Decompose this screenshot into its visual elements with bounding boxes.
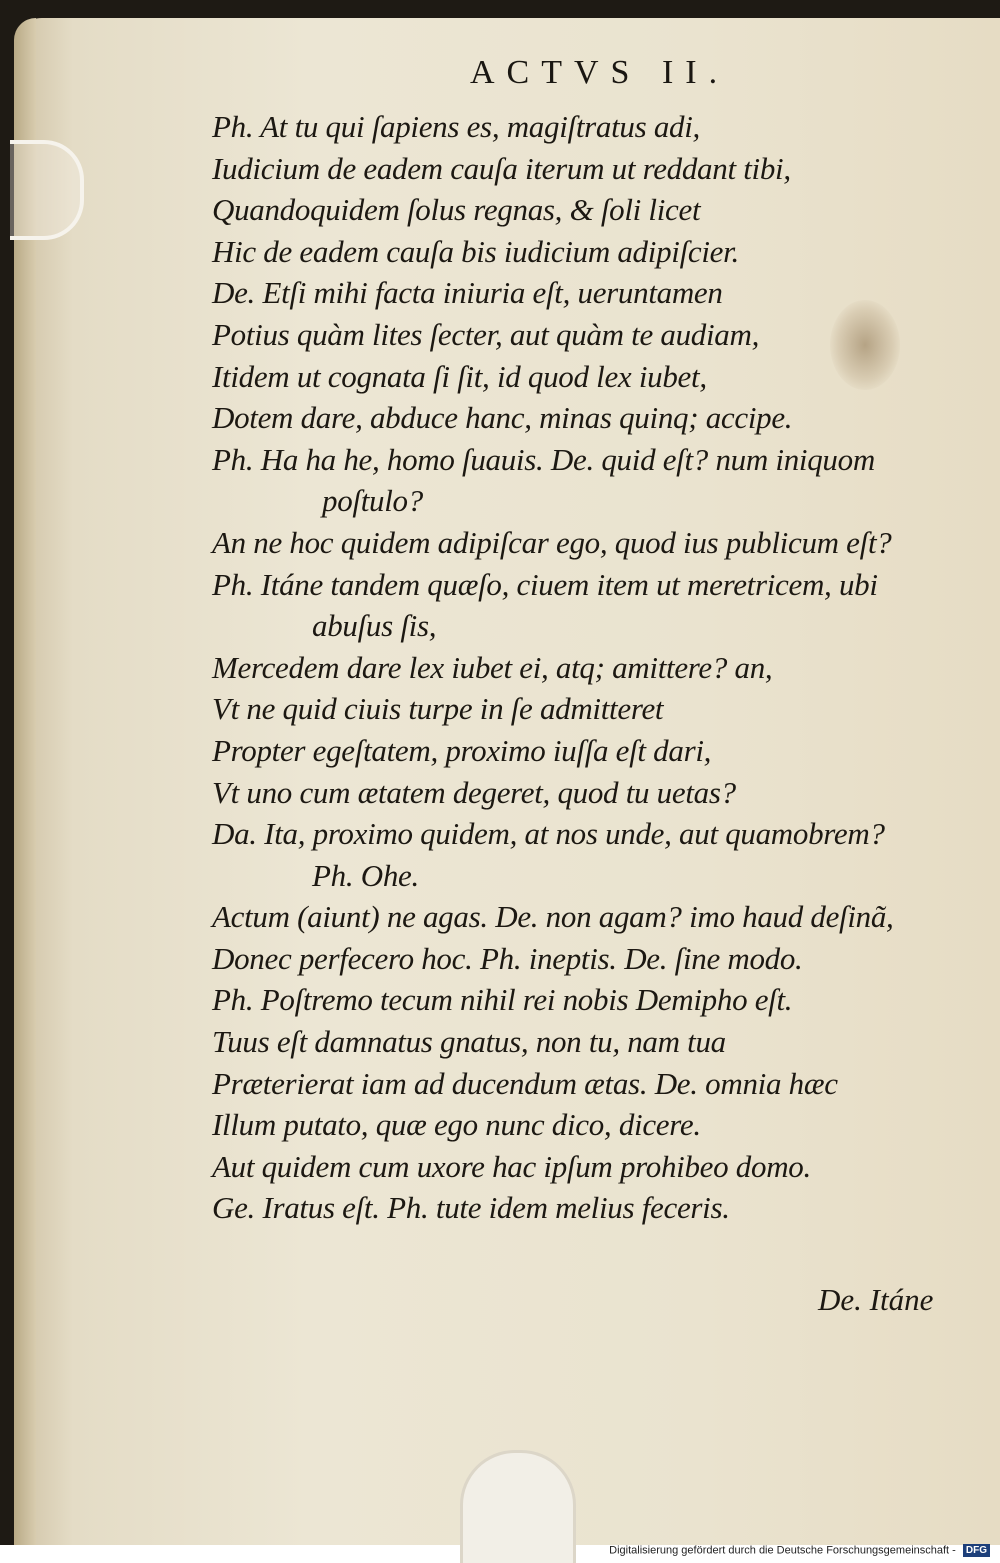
- verse-line: Propter egeſtatem, proximo iuſſa eſt dari,: [212, 732, 712, 768]
- verse-line: Donec perfecero hoc. Ph. ineptis. De. ſine modo.: [212, 940, 803, 976]
- verse-line: Ph. At tu qui ſapiens es, magiſtratus adi,: [212, 109, 701, 144]
- verse-line: Ph. Ha ha he, homo ſuauis. De. quid eſt? num iniquom: [212, 441, 875, 477]
- verse-line: Hic de eadem cauſa bis iudicium adipiſcier.: [212, 233, 739, 269]
- dfg-logo: DFG: [963, 1544, 990, 1557]
- verse-line: Potius quàm lites ſecter, aut quàm te audiam,: [212, 316, 760, 352]
- verse-line: Da. Ita, proximo quidem, at nos unde, aut quamobrem?: [212, 816, 885, 852]
- verse-line: Dotem dare, abduce hanc, minas quinq; accipe.: [212, 400, 793, 436]
- digitization-footer: [609, 1544, 990, 1557]
- page-clip-left: [10, 140, 84, 240]
- verse-line-continuation: poſtulo?: [322, 483, 423, 519]
- verse-line: Vt ne quid ciuis turpe in ſe admitteret: [212, 691, 664, 727]
- verse-line: Vt uno cum ætatem degeret, quod tu uetas?: [212, 774, 736, 810]
- verse-line: De. Etſi mihi facta iniuria eſt, ueruntamen: [212, 275, 723, 311]
- page-clip-bottom: [460, 1450, 576, 1563]
- verse-line: Illum putato, quæ ego nunc dico, dicere.: [212, 1107, 701, 1143]
- verse-line: Quandoquidem ſolus regnas, & ſoli licet: [212, 192, 701, 228]
- verse-line: Iudicium de eadem cauſa iterum ut reddant tibi,: [212, 150, 791, 186]
- verse-line-continuation: Ph. Ohe.: [312, 857, 419, 893]
- footer-text: Digitalisierung gefördert durch die Deutsche Forschungsgemeinschaft -: [609, 1544, 956, 1557]
- verse-line: Aut quidem cum uxore hac ipſum prohibeo domo.: [212, 1148, 811, 1184]
- verse-line: Actum (aiunt) ne agas. De. non agam? imo haud deſinã,: [212, 899, 894, 935]
- verse-text: [212, 106, 972, 1229]
- page-edge: [14, 18, 36, 1545]
- verse-line: Præterierat iam ad ducendum ætas. De. omnia hæc: [212, 1065, 838, 1101]
- verse-line: Mercedem dare lex iubet ei, atq; amittere? an,: [212, 649, 773, 685]
- verse-line: Itidem ut cognata ſi ſit, id quod lex iubet,: [212, 358, 707, 394]
- verse-line-continuation: abuſus ſis,: [312, 608, 437, 644]
- running-head: ACTVS II.: [470, 54, 730, 91]
- verse-line: Ph. Poſtremo tecum nihil rei nobis Demipho eſt.: [212, 982, 793, 1018]
- verse-line: Ge. Iratus eſt. Ph. tute idem melius feceris.: [212, 1190, 730, 1226]
- catchword: De. Itáne: [818, 1282, 934, 1317]
- verse-line: Tuus eſt damnatus gnatus, non tu, nam tua: [212, 1024, 726, 1060]
- verse-line: Ph. Itáne tandem quæſo, ciuem item ut meretricem, ubi: [212, 566, 878, 602]
- verse-line: An ne hoc quidem adipiſcar ego, quod ius publicum eſt?: [212, 524, 892, 560]
